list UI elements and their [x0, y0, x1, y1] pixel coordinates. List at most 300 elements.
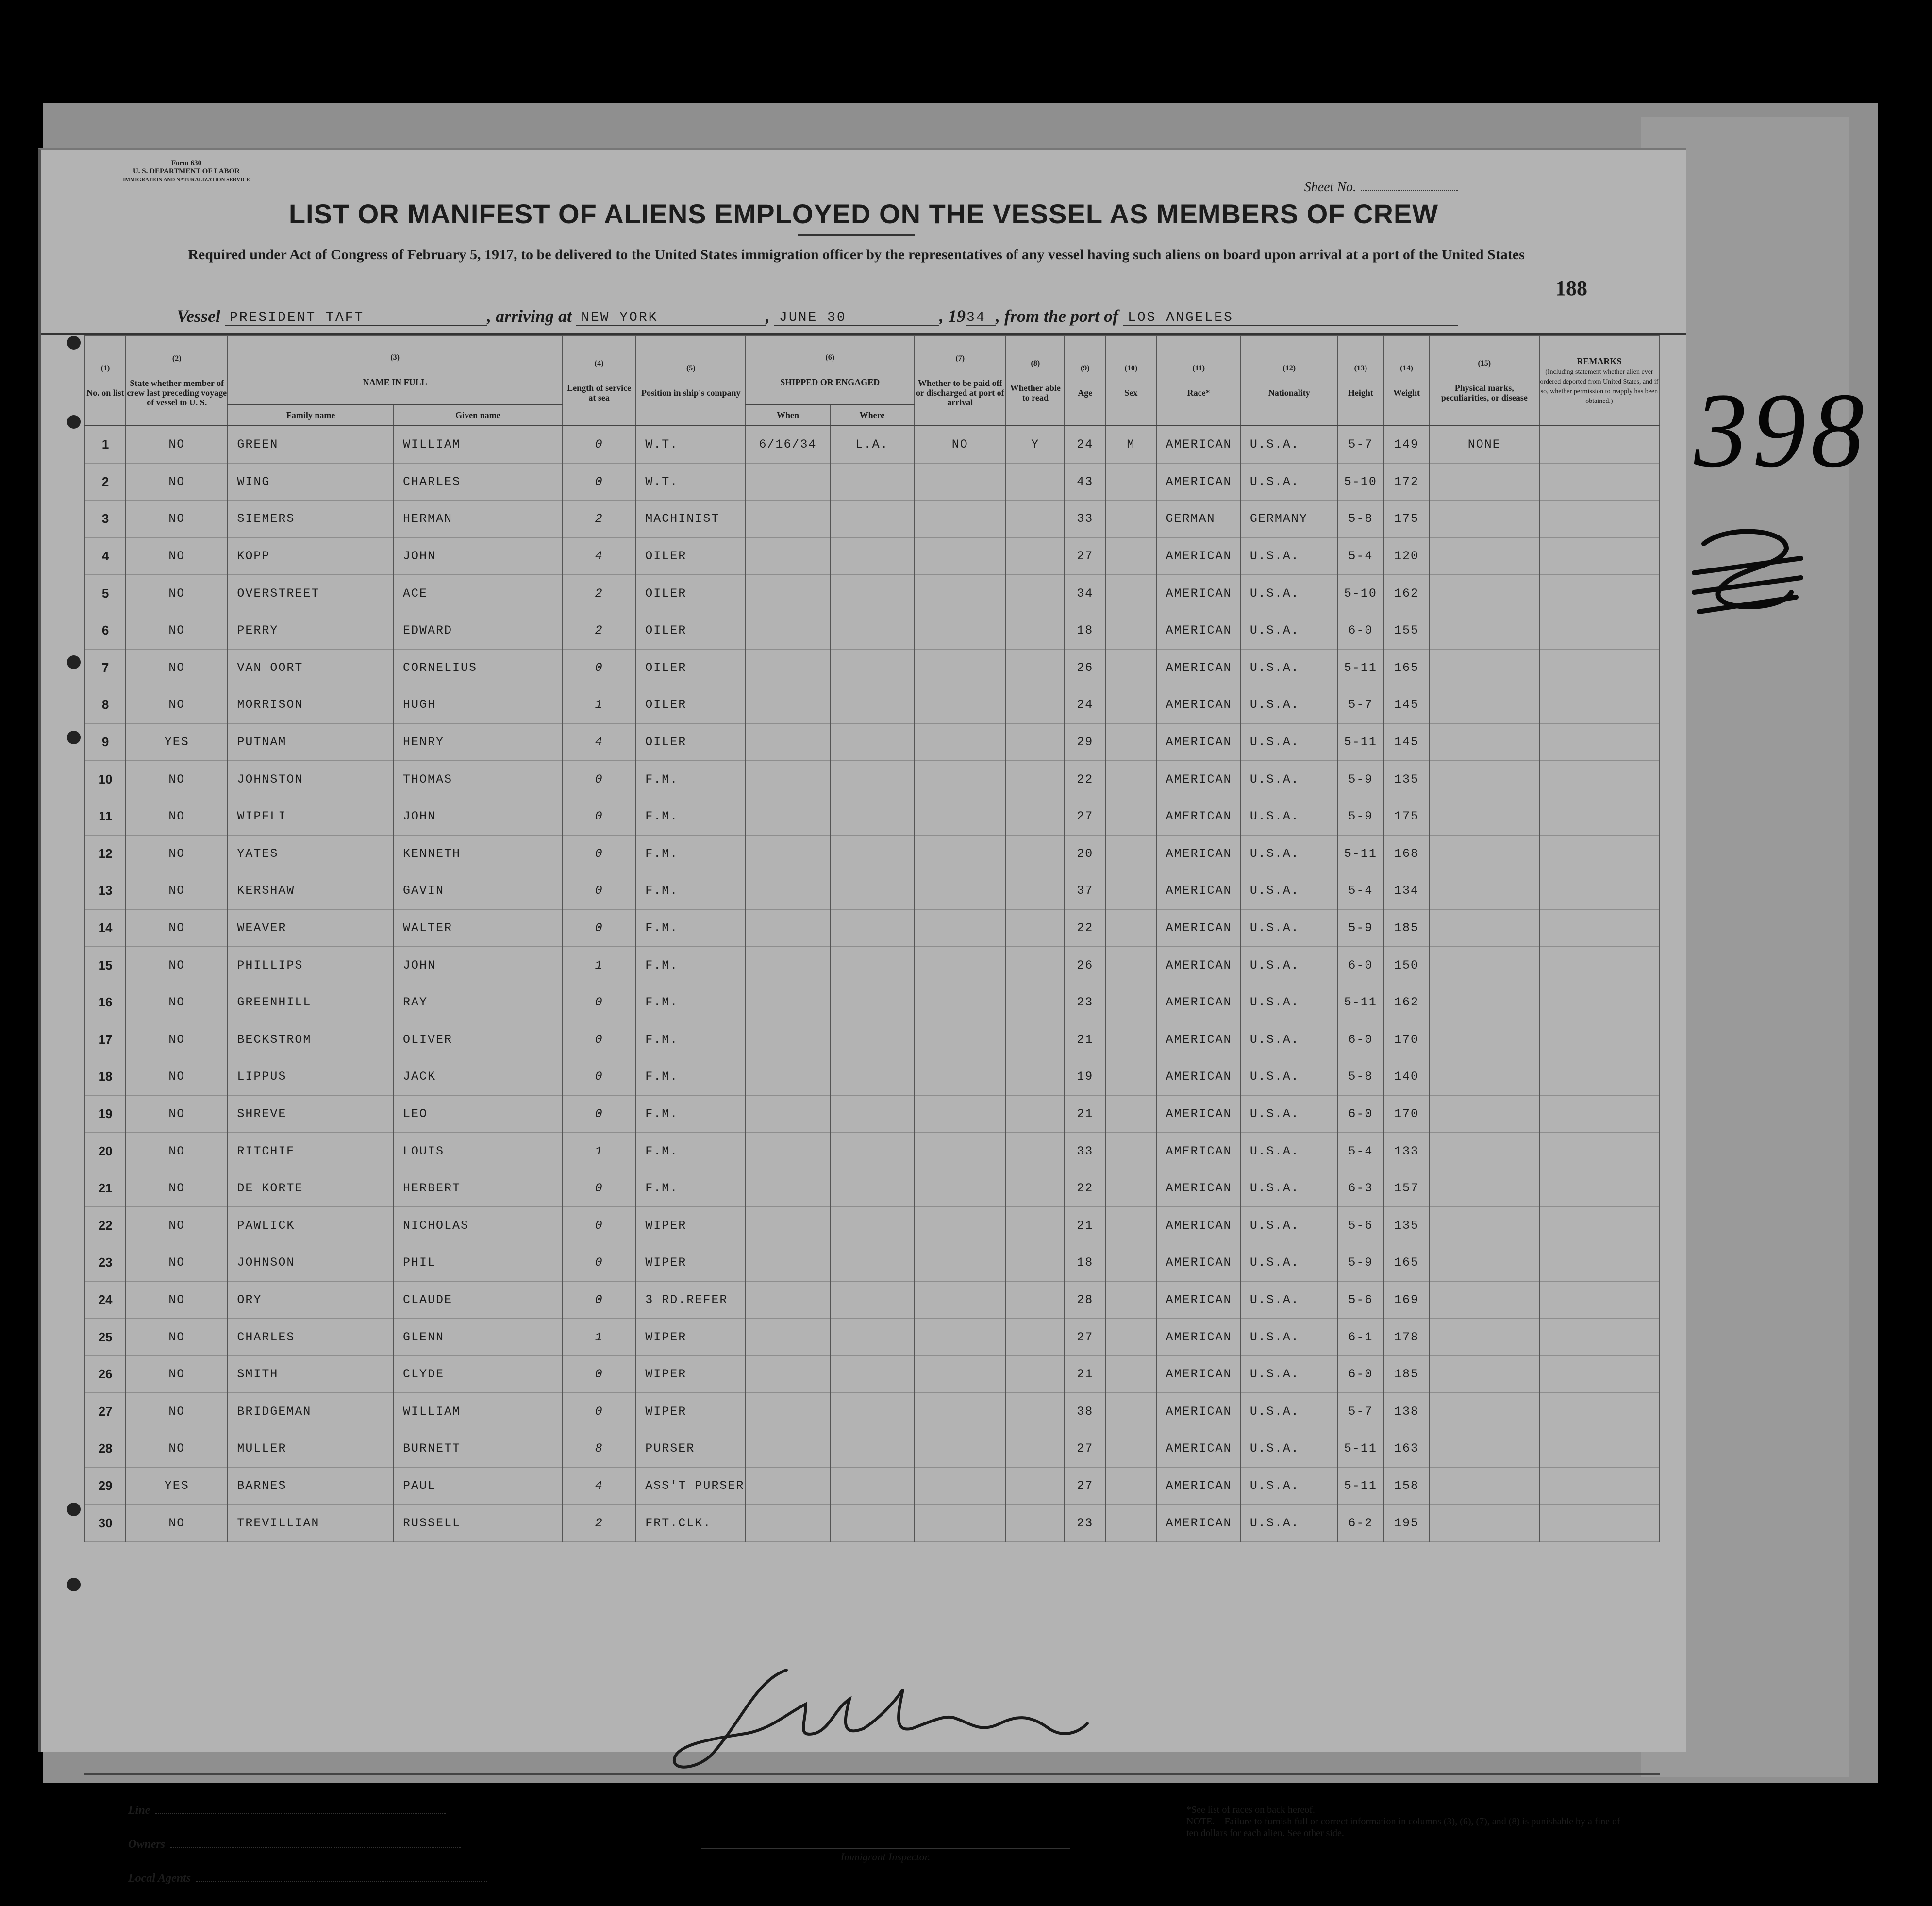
- weight-cell: 185: [1383, 1355, 1430, 1393]
- row-number: 23: [85, 1244, 126, 1282]
- col-nationality-header: (12) Nationality: [1241, 335, 1338, 426]
- given-name-cell: WALTER: [394, 909, 562, 947]
- sex-cell: [1105, 1058, 1156, 1096]
- shipped-where-cell: [830, 872, 914, 910]
- punch-hole: [67, 1503, 81, 1516]
- height-cell: 5-4: [1338, 537, 1384, 575]
- sex-cell: [1105, 947, 1156, 984]
- able-to-read-cell: [1006, 1244, 1065, 1282]
- remarks-cell: [1539, 1095, 1659, 1133]
- paid-off-cell: [914, 1505, 1006, 1542]
- able-to-read-cell: [1006, 1281, 1065, 1319]
- family-name-cell: SMITH: [228, 1355, 394, 1393]
- shipped-when-cell: [746, 575, 830, 612]
- remarks-cell: [1539, 984, 1659, 1021]
- col-family-name-header: Family name: [228, 405, 394, 426]
- sex-cell: [1105, 835, 1156, 872]
- manifest-sheet: [38, 148, 1686, 1885]
- age-cell: 29: [1065, 723, 1105, 761]
- nationality-cell: U.S.A.: [1241, 1058, 1338, 1096]
- weight-cell: 170: [1383, 1095, 1430, 1133]
- position-cell: F.M.: [636, 984, 746, 1021]
- row-number: 1: [85, 426, 126, 464]
- family-name-cell: GREENHILL: [228, 984, 394, 1021]
- age-cell: 28: [1065, 1281, 1105, 1319]
- physical-marks-cell: [1430, 1505, 1539, 1542]
- paid-off-cell: [914, 798, 1006, 835]
- service-cell: 2: [562, 501, 636, 538]
- service-cell: 0: [562, 1021, 636, 1058]
- weight-cell: 172: [1383, 463, 1430, 501]
- paid-off-cell: [914, 1467, 1006, 1505]
- given-name-cell: BURNETT: [394, 1430, 562, 1468]
- table-row: [85, 761, 1659, 798]
- age-cell: 19: [1065, 1058, 1105, 1096]
- family-name-cell: CHARLES: [228, 1319, 394, 1356]
- position-cell: OILER: [636, 723, 746, 761]
- service-cell: 0: [562, 1207, 636, 1244]
- weight-cell: 157: [1383, 1170, 1430, 1207]
- table-row: [85, 501, 1659, 538]
- race-cell: AMERICAN: [1156, 686, 1240, 724]
- voyage-line: Vessel PRESIDENT TAFT , arriving at NEW YORK , JUNE 30 , 1934 , from the port of LOS ANGELES: [177, 306, 1458, 326]
- prev-voyage-cell: NO: [126, 537, 228, 575]
- position-cell: FRT.CLK.: [636, 1505, 746, 1542]
- paid-off-cell: [914, 1430, 1006, 1468]
- nationality-cell: U.S.A.: [1241, 835, 1338, 872]
- height-cell: 6-1: [1338, 1319, 1384, 1356]
- col-weight-header: (14) Weight: [1383, 335, 1430, 426]
- paid-off-cell: [914, 537, 1006, 575]
- nationality-cell: U.S.A.: [1241, 909, 1338, 947]
- shipped-where-cell: [830, 909, 914, 947]
- shipped-where-cell: [830, 1021, 914, 1058]
- paid-off-cell: [914, 947, 1006, 984]
- physical-marks-cell: [1430, 1133, 1539, 1170]
- paid-off-cell: [914, 1393, 1006, 1430]
- weight-cell: 162: [1383, 984, 1430, 1021]
- weight-cell: 165: [1383, 1244, 1430, 1282]
- position-cell: F.M.: [636, 1170, 746, 1207]
- paid-off-cell: [914, 501, 1006, 538]
- shipped-where-cell: [830, 1281, 914, 1319]
- race-cell: AMERICAN: [1156, 537, 1240, 575]
- able-to-read-cell: [1006, 649, 1065, 686]
- physical-marks-cell: NONE: [1430, 426, 1539, 464]
- given-name-cell: HENRY: [394, 723, 562, 761]
- table-row: [85, 835, 1659, 872]
- remarks-cell: [1539, 463, 1659, 501]
- col-sex-header: (10) Sex: [1105, 335, 1156, 426]
- position-cell: WIPER: [636, 1244, 746, 1282]
- vessel-name: PRESIDENT TAFT: [225, 310, 487, 326]
- remarks-cell: [1539, 649, 1659, 686]
- col-name-header: (3) NAME IN FULL: [228, 335, 562, 405]
- height-cell: 6-3: [1338, 1170, 1384, 1207]
- sex-cell: [1105, 1021, 1156, 1058]
- weight-cell: 150: [1383, 947, 1430, 984]
- physical-marks-cell: [1430, 909, 1539, 947]
- able-to-read-cell: [1006, 575, 1065, 612]
- sex-cell: [1105, 501, 1156, 538]
- able-to-read-cell: [1006, 1058, 1065, 1096]
- prev-voyage-cell: NO: [126, 1207, 228, 1244]
- sex-cell: [1105, 1170, 1156, 1207]
- paid-off-cell: [914, 909, 1006, 947]
- sheet-number: [1304, 180, 1458, 195]
- position-cell: PURSER: [636, 1430, 746, 1468]
- service-cell: 0: [562, 1244, 636, 1282]
- race-cell: AMERICAN: [1156, 1319, 1240, 1356]
- prev-voyage-cell: NO: [126, 1244, 228, 1282]
- prev-voyage-cell: NO: [126, 984, 228, 1021]
- position-cell: WIPER: [636, 1355, 746, 1393]
- family-name-cell: PUTNAM: [228, 723, 394, 761]
- given-name-cell: JOHN: [394, 798, 562, 835]
- row-number: 14: [85, 909, 126, 947]
- table-row: [85, 1244, 1659, 1282]
- able-to-read-cell: [1006, 1207, 1065, 1244]
- shipped-when-cell: [746, 537, 830, 575]
- physical-marks-cell: [1430, 1207, 1539, 1244]
- shipped-where-cell: [830, 537, 914, 575]
- shipped-when-cell: [746, 1133, 830, 1170]
- prev-voyage-cell: NO: [126, 501, 228, 538]
- col-prev-voyage-header: (2) State whether member of crew last preceding voyage of vessel to U. S.: [126, 335, 228, 426]
- given-name-cell: PHIL: [394, 1244, 562, 1282]
- prev-voyage-cell: NO: [126, 761, 228, 798]
- remarks-cell: [1539, 575, 1659, 612]
- col-no-header: (1) No. on list: [85, 335, 126, 426]
- weight-cell: 133: [1383, 1133, 1430, 1170]
- prev-voyage-cell: NO: [126, 947, 228, 984]
- race-cell: AMERICAN: [1156, 872, 1240, 910]
- height-cell: 5-9: [1338, 798, 1384, 835]
- family-name-cell: VAN OORT: [228, 649, 394, 686]
- race-cell: AMERICAN: [1156, 649, 1240, 686]
- height-cell: 6-0: [1338, 612, 1384, 649]
- height-cell: 5-10: [1338, 575, 1384, 612]
- row-number: 22: [85, 1207, 126, 1244]
- from-label: , from the port of: [996, 306, 1119, 326]
- prev-voyage-cell: NO: [126, 426, 228, 464]
- position-cell: F.M.: [636, 1058, 746, 1096]
- height-cell: 5-10: [1338, 463, 1384, 501]
- age-cell: 37: [1065, 872, 1105, 910]
- service-cell: 1: [562, 947, 636, 984]
- shipped-when-cell: [746, 1393, 830, 1430]
- row-number: 30: [85, 1505, 126, 1542]
- physical-marks-cell: [1430, 501, 1539, 538]
- year-prefix: 19: [948, 306, 966, 326]
- age-cell: 21: [1065, 1095, 1105, 1133]
- race-cell: AMERICAN: [1156, 1170, 1240, 1207]
- weight-cell: 135: [1383, 1207, 1430, 1244]
- row-number: 25: [85, 1319, 126, 1356]
- service-cell: 0: [562, 1393, 636, 1430]
- shipped-when-cell: [746, 1505, 830, 1542]
- family-name-cell: ORY: [228, 1281, 394, 1319]
- family-name-cell: OVERSTREET: [228, 575, 394, 612]
- position-cell: W.T.: [636, 426, 746, 464]
- inspector-signature: [660, 1660, 1121, 1772]
- prev-voyage-cell: NO: [126, 575, 228, 612]
- shipped-where-cell: [830, 612, 914, 649]
- service-cell: 0: [562, 463, 636, 501]
- shipped-when-cell: [746, 1244, 830, 1282]
- given-name-cell: CLYDE: [394, 1355, 562, 1393]
- height-cell: 5-9: [1338, 1244, 1384, 1282]
- race-cell: AMERICAN: [1156, 1467, 1240, 1505]
- family-name-cell: WIPFLI: [228, 798, 394, 835]
- year-suffix: 34: [966, 310, 996, 326]
- position-cell: F.M.: [636, 835, 746, 872]
- able-to-read-cell: [1006, 1393, 1065, 1430]
- row-number: 18: [85, 1058, 126, 1096]
- remarks-cell: [1539, 686, 1659, 724]
- shipped-when-cell: [746, 947, 830, 984]
- family-name-cell: SIEMERS: [228, 501, 394, 538]
- height-cell: 5-6: [1338, 1207, 1384, 1244]
- family-name-cell: GREEN: [228, 426, 394, 464]
- paid-off-cell: [914, 761, 1006, 798]
- height-cell: 5-11: [1338, 1467, 1384, 1505]
- race-cell: AMERICAN: [1156, 947, 1240, 984]
- paid-off-cell: [914, 1095, 1006, 1133]
- prev-voyage-cell: NO: [126, 1133, 228, 1170]
- shipped-where-cell: [830, 1058, 914, 1096]
- sex-cell: [1105, 686, 1156, 724]
- service-cell: 1: [562, 686, 636, 724]
- service-cell: 0: [562, 909, 636, 947]
- paid-off-cell: NO: [914, 426, 1006, 464]
- sex-cell: [1105, 909, 1156, 947]
- service-cell: 0: [562, 426, 636, 464]
- remarks-cell: [1539, 947, 1659, 984]
- shipped-when-cell: [746, 984, 830, 1021]
- height-cell: 5-4: [1338, 872, 1384, 910]
- table-row: [85, 1133, 1659, 1170]
- row-number: 17: [85, 1021, 126, 1058]
- position-cell: 3 RD.REFER: [636, 1281, 746, 1319]
- physical-marks-cell: [1430, 1393, 1539, 1430]
- position-cell: F.M.: [636, 909, 746, 947]
- nationality-cell: U.S.A.: [1241, 761, 1338, 798]
- page-number: 188: [1555, 276, 1587, 300]
- col-shipped-header: (6) SHIPPED OR ENGAGED: [746, 335, 914, 405]
- age-cell: 43: [1065, 463, 1105, 501]
- physical-marks-cell: [1430, 1021, 1539, 1058]
- shipped-where-cell: [830, 798, 914, 835]
- height-cell: 5-7: [1338, 686, 1384, 724]
- able-to-read-cell: [1006, 1021, 1065, 1058]
- physical-marks-cell: [1430, 984, 1539, 1021]
- prev-voyage-cell: NO: [126, 686, 228, 724]
- row-number: 19: [85, 1095, 126, 1133]
- table-row: [85, 612, 1659, 649]
- family-name-cell: YATES: [228, 835, 394, 872]
- sex-cell: [1105, 984, 1156, 1021]
- able-to-read-cell: Y: [1006, 426, 1065, 464]
- shipped-when-cell: [746, 798, 830, 835]
- shipped-when-cell: [746, 872, 830, 910]
- nationality-cell: U.S.A.: [1241, 947, 1338, 984]
- prev-voyage-cell: NO: [126, 798, 228, 835]
- service-cell: 4: [562, 537, 636, 575]
- race-cell: AMERICAN: [1156, 909, 1240, 947]
- shipped-where-cell: [830, 1207, 914, 1244]
- sex-cell: [1105, 1281, 1156, 1319]
- shipped-where-cell: [830, 1393, 914, 1430]
- height-cell: 5-7: [1338, 1393, 1384, 1430]
- weight-cell: 158: [1383, 1467, 1430, 1505]
- family-name-cell: RITCHIE: [228, 1133, 394, 1170]
- sex-cell: [1105, 1467, 1156, 1505]
- service-cell: 4: [562, 1467, 636, 1505]
- able-to-read-cell: [1006, 1319, 1065, 1356]
- punch-hole: [67, 336, 81, 350]
- physical-marks-cell: [1430, 612, 1539, 649]
- inspector-signature-line: Immigrant Inspector.: [701, 1848, 1070, 1863]
- able-to-read-cell: [1006, 686, 1065, 724]
- weight-cell: 120: [1383, 537, 1430, 575]
- family-name-cell: KOPP: [228, 537, 394, 575]
- row-number: 21: [85, 1170, 126, 1207]
- paid-off-cell: [914, 1133, 1006, 1170]
- race-cell: AMERICAN: [1156, 1095, 1240, 1133]
- prev-voyage-cell: NO: [126, 1505, 228, 1542]
- paid-off-cell: [914, 1021, 1006, 1058]
- remarks-cell: [1539, 723, 1659, 761]
- height-cell: 6-0: [1338, 1355, 1384, 1393]
- race-cell: AMERICAN: [1156, 1244, 1240, 1282]
- able-to-read-cell: [1006, 1430, 1065, 1468]
- sex-cell: [1105, 463, 1156, 501]
- race-cell: AMERICAN: [1156, 984, 1240, 1021]
- page-subtitle: Required under Act of Congress of February 5, 1917, to be delivered to the United States immigration officer by the representatives of any vessel having such aliens on board upon arrival at a port of the United States: [188, 247, 1525, 263]
- physical-marks-cell: [1430, 1281, 1539, 1319]
- height-cell: 5-8: [1338, 501, 1384, 538]
- age-cell: 34: [1065, 575, 1105, 612]
- given-name-cell: KENNETH: [394, 835, 562, 872]
- position-cell: F.M.: [636, 947, 746, 984]
- position-cell: OILER: [636, 537, 746, 575]
- given-name-cell: RUSSELL: [394, 1505, 562, 1542]
- paid-off-cell: [914, 835, 1006, 872]
- physical-marks-cell: [1430, 835, 1539, 872]
- able-to-read-cell: [1006, 798, 1065, 835]
- col-when-header: When: [746, 405, 830, 426]
- family-name-cell: JOHNSON: [228, 1244, 394, 1282]
- race-cell: AMERICAN: [1156, 463, 1240, 501]
- service-cell: 0: [562, 761, 636, 798]
- nationality-cell: U.S.A.: [1241, 1207, 1338, 1244]
- race-cell: AMERICAN: [1156, 1505, 1240, 1542]
- prev-voyage-cell: NO: [126, 1393, 228, 1430]
- row-number: 13: [85, 872, 126, 910]
- remarks-cell: [1539, 761, 1659, 798]
- given-name-cell: CLAUDE: [394, 1281, 562, 1319]
- nationality-cell: U.S.A.: [1241, 798, 1338, 835]
- vessel-label: Vessel: [177, 306, 220, 326]
- race-cell: AMERICAN: [1156, 1207, 1240, 1244]
- nationality-cell: U.S.A.: [1241, 1393, 1338, 1430]
- weight-cell: 165: [1383, 649, 1430, 686]
- given-name-cell: NICHOLAS: [394, 1207, 562, 1244]
- form-number: Form 630: [171, 159, 202, 167]
- table-row: [85, 537, 1659, 575]
- title-underline: [798, 234, 915, 236]
- able-to-read-cell: [1006, 947, 1065, 984]
- nationality-cell: U.S.A.: [1241, 463, 1338, 501]
- physical-marks-cell: [1430, 649, 1539, 686]
- race-cell: AMERICAN: [1156, 1355, 1240, 1393]
- race-cell: AMERICAN: [1156, 798, 1240, 835]
- family-name-cell: KERSHAW: [228, 872, 394, 910]
- height-cell: 5-11: [1338, 649, 1384, 686]
- paid-off-cell: [914, 463, 1006, 501]
- prev-voyage-cell: NO: [126, 1355, 228, 1393]
- age-cell: 22: [1065, 761, 1105, 798]
- height-cell: 6-2: [1338, 1505, 1384, 1542]
- position-cell: F.M.: [636, 798, 746, 835]
- nationality-cell: U.S.A.: [1241, 537, 1338, 575]
- prev-voyage-cell: NO: [126, 1058, 228, 1096]
- remarks-cell: [1539, 1281, 1659, 1319]
- physical-marks-cell: [1430, 761, 1539, 798]
- table-row: [85, 1393, 1659, 1430]
- shipped-where-cell: [830, 761, 914, 798]
- age-cell: 21: [1065, 1021, 1105, 1058]
- service-cell: 0: [562, 1281, 636, 1319]
- family-name-cell: BARNES: [228, 1467, 394, 1505]
- shipped-where-cell: [830, 1244, 914, 1282]
- service-cell: 0: [562, 798, 636, 835]
- shipped-when-cell: [746, 649, 830, 686]
- able-to-read-cell: [1006, 761, 1065, 798]
- row-number: 7: [85, 649, 126, 686]
- row-number: 28: [85, 1430, 126, 1468]
- paid-off-cell: [914, 1207, 1006, 1244]
- weight-cell: 155: [1383, 612, 1430, 649]
- prev-voyage-cell: NO: [126, 835, 228, 872]
- position-cell: OILER: [636, 575, 746, 612]
- family-name-cell: WING: [228, 463, 394, 501]
- able-to-read-cell: [1006, 984, 1065, 1021]
- age-cell: 24: [1065, 426, 1105, 464]
- paid-off-cell: [914, 649, 1006, 686]
- family-name-cell: JOHNSTON: [228, 761, 394, 798]
- service-cell: 1: [562, 1133, 636, 1170]
- row-number: 3: [85, 501, 126, 538]
- race-cell: AMERICAN: [1156, 1281, 1240, 1319]
- service-cell: 0: [562, 835, 636, 872]
- able-to-read-cell: [1006, 1170, 1065, 1207]
- weight-cell: 149: [1383, 426, 1430, 464]
- remarks-cell: [1539, 612, 1659, 649]
- given-name-cell: EDWARD: [394, 612, 562, 649]
- table-row: [85, 947, 1659, 984]
- weight-cell: 175: [1383, 501, 1430, 538]
- given-name-cell: LOUIS: [394, 1133, 562, 1170]
- table-row: [85, 1207, 1659, 1244]
- shipped-when-cell: [746, 1430, 830, 1468]
- physical-marks-cell: [1430, 1355, 1539, 1393]
- height-cell: 5-9: [1338, 909, 1384, 947]
- footer-note: [1186, 1804, 1623, 1839]
- position-cell: F.M.: [636, 872, 746, 910]
- able-to-read-cell: [1006, 835, 1065, 872]
